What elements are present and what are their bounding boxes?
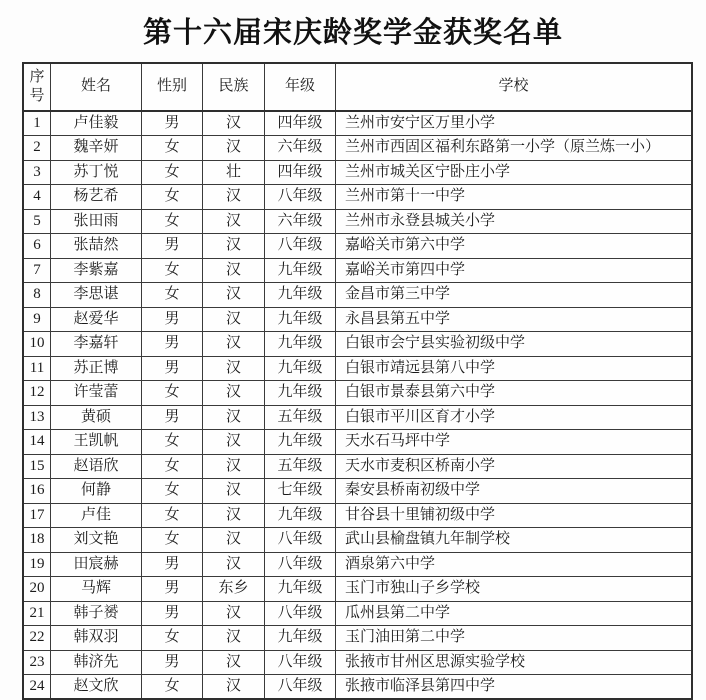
winners-table	[22, 62, 693, 700]
table-cell: 汉	[203, 111, 265, 136]
table-cell: 女	[142, 160, 203, 185]
column-header-0: 序号	[23, 63, 51, 111]
table-cell: 东乡	[203, 577, 265, 602]
table-cell: 23	[23, 650, 51, 675]
table-cell: 壮	[203, 160, 265, 185]
table-row	[23, 356, 692, 381]
table-row	[23, 577, 692, 602]
table-row	[23, 381, 692, 406]
table-cell: 李思谌	[51, 283, 142, 308]
table-cell: 男	[142, 601, 203, 626]
table-cell: 许莹蕾	[51, 381, 142, 406]
table-cell: 嘉峪关市第四中学	[336, 258, 693, 283]
table-row	[23, 601, 692, 626]
table-cell: 卢佳	[51, 503, 142, 528]
table-cell: 16	[23, 479, 51, 504]
table-cell: 刘文艳	[51, 528, 142, 553]
table-cell: 汉	[203, 405, 265, 430]
column-header-4: 年级	[265, 63, 336, 111]
table-cell: 黄硕	[51, 405, 142, 430]
table-row	[23, 528, 692, 553]
table-row	[23, 675, 692, 700]
table-cell: 甘谷县十里铺初级中学	[336, 503, 693, 528]
table-cell: 兰州市永登县城关小学	[336, 209, 693, 234]
table-cell: 武山县榆盘镇九年制学校	[336, 528, 693, 553]
table-cell: 赵文欣	[51, 675, 142, 700]
table-cell: 汉	[203, 185, 265, 210]
table-cell: 九年级	[265, 626, 336, 651]
table-cell: 女	[142, 136, 203, 161]
table-cell: 张掖市甘州区思源实验学校	[336, 650, 693, 675]
table-row	[23, 430, 692, 455]
table-cell: 八年级	[265, 552, 336, 577]
table-cell: 韩济先	[51, 650, 142, 675]
table-cell: 女	[142, 503, 203, 528]
table-cell: 6	[23, 234, 51, 259]
table-row	[23, 234, 692, 259]
table-cell: 女	[142, 626, 203, 651]
table-cell: 八年级	[265, 528, 336, 553]
table-cell: 男	[142, 332, 203, 357]
column-header-5: 学校	[336, 63, 693, 111]
table-cell: 9	[23, 307, 51, 332]
table-cell: 15	[23, 454, 51, 479]
table-cell: 2	[23, 136, 51, 161]
table-row	[23, 209, 692, 234]
table-cell: 汉	[203, 650, 265, 675]
table-cell: 六年级	[265, 209, 336, 234]
table-cell: 九年级	[265, 430, 336, 455]
table-cell: 女	[142, 479, 203, 504]
table-cell: 18	[23, 528, 51, 553]
table-cell: 李嘉轩	[51, 332, 142, 357]
table-cell: 女	[142, 528, 203, 553]
table-cell: 张掖市临泽县第四中学	[336, 675, 693, 700]
table-cell: 韩子赟	[51, 601, 142, 626]
table-cell: 白银市景泰县第六中学	[336, 381, 693, 406]
table-cell: 酒泉第六中学	[336, 552, 693, 577]
table-row	[23, 552, 692, 577]
table-cell: 赵语欣	[51, 454, 142, 479]
table-cell: 五年级	[265, 405, 336, 430]
table-cell: 汉	[203, 136, 265, 161]
table-cell: 八年级	[265, 650, 336, 675]
table-cell: 白银市靖远县第八中学	[336, 356, 693, 381]
table-cell: 五年级	[265, 454, 336, 479]
table-cell: 苏正博	[51, 356, 142, 381]
table-cell: 杨艺希	[51, 185, 142, 210]
table-cell: 金昌市第三中学	[336, 283, 693, 308]
table-cell: 7	[23, 258, 51, 283]
table-cell: 汉	[203, 479, 265, 504]
table-cell: 王凯帆	[51, 430, 142, 455]
table-cell: 白银市会宁县实验初级中学	[336, 332, 693, 357]
table-cell: 八年级	[265, 234, 336, 259]
table-cell: 赵爱华	[51, 307, 142, 332]
table-cell: 兰州市第十一中学	[336, 185, 693, 210]
table-cell: 四年级	[265, 160, 336, 185]
table-row	[23, 160, 692, 185]
table-cell: 汉	[203, 601, 265, 626]
table-row	[23, 405, 692, 430]
table-cell: 汉	[203, 503, 265, 528]
table-row	[23, 283, 692, 308]
table-cell: 八年级	[265, 675, 336, 700]
table-cell: 女	[142, 283, 203, 308]
table-row	[23, 503, 692, 528]
table-cell: 5	[23, 209, 51, 234]
table-cell: 卢佳毅	[51, 111, 142, 136]
table-cell: 天水石马坪中学	[336, 430, 693, 455]
table-cell: 24	[23, 675, 51, 700]
table-cell: 白银市平川区育才小学	[336, 405, 693, 430]
table-cell: 九年级	[265, 503, 336, 528]
table-cell: 男	[142, 405, 203, 430]
table-cell: 4	[23, 185, 51, 210]
table-cell: 九年级	[265, 332, 336, 357]
table-row	[23, 307, 692, 332]
table-cell: 马辉	[51, 577, 142, 602]
column-header-3: 民族	[203, 63, 265, 111]
table-cell: 汉	[203, 675, 265, 700]
table-cell: 兰州市安宁区万里小学	[336, 111, 693, 136]
table-cell: 嘉峪关市第六中学	[336, 234, 693, 259]
table-row	[23, 258, 692, 283]
table-cell: 汉	[203, 626, 265, 651]
table-cell: 男	[142, 577, 203, 602]
table-cell: 男	[142, 552, 203, 577]
table-cell: 六年级	[265, 136, 336, 161]
table-cell: 女	[142, 675, 203, 700]
table-cell: 14	[23, 430, 51, 455]
table-body	[23, 111, 692, 699]
table-cell: 男	[142, 650, 203, 675]
table-header-row	[23, 63, 692, 111]
table-cell: 汉	[203, 283, 265, 308]
table-header	[23, 63, 692, 111]
table-cell: 九年级	[265, 356, 336, 381]
table-cell: 魏辛妍	[51, 136, 142, 161]
table-cell: 苏丁悦	[51, 160, 142, 185]
table-cell: 女	[142, 185, 203, 210]
table-cell: 21	[23, 601, 51, 626]
table-cell: 田宸赫	[51, 552, 142, 577]
table-cell: 1	[23, 111, 51, 136]
table-cell: 19	[23, 552, 51, 577]
table-cell: 3	[23, 160, 51, 185]
table-cell: 玉门油田第二中学	[336, 626, 693, 651]
table-cell: 12	[23, 381, 51, 406]
table-cell: 13	[23, 405, 51, 430]
table-cell: 汉	[203, 307, 265, 332]
table-cell: 10	[23, 332, 51, 357]
page-title: 第十六届宋庆龄奖学金获奖名单	[142, 17, 563, 49]
table-cell: 男	[142, 111, 203, 136]
table-cell: 汉	[203, 356, 265, 381]
table-cell: 女	[142, 258, 203, 283]
table-cell: 七年级	[265, 479, 336, 504]
table-cell: 女	[142, 454, 203, 479]
table-cell: 秦安县桥南初级中学	[336, 479, 693, 504]
table-cell: 八年级	[265, 601, 336, 626]
table-cell: 玉门市独山子乡学校	[336, 577, 693, 602]
table-row	[23, 185, 692, 210]
table-cell: 男	[142, 234, 203, 259]
table-cell: 汉	[203, 381, 265, 406]
table-cell: 女	[142, 209, 203, 234]
table-cell: 瓜州县第二中学	[336, 601, 693, 626]
table-cell: 张田雨	[51, 209, 142, 234]
table-cell: 李紫嘉	[51, 258, 142, 283]
table-row	[23, 136, 692, 161]
table-cell: 11	[23, 356, 51, 381]
table-row	[23, 111, 692, 136]
table-cell: 男	[142, 356, 203, 381]
table-cell: 兰州市西固区福利东路第一小学（原兰炼一小）	[336, 136, 693, 161]
table-row	[23, 479, 692, 504]
table-cell: 何静	[51, 479, 142, 504]
table-row	[23, 454, 692, 479]
table-cell: 汉	[203, 430, 265, 455]
table-cell: 九年级	[265, 307, 336, 332]
table-cell: 九年级	[265, 258, 336, 283]
table-cell: 九年级	[265, 283, 336, 308]
table-cell: 女	[142, 430, 203, 455]
table-cell: 22	[23, 626, 51, 651]
table-cell: 汉	[203, 234, 265, 259]
table-cell: 汉	[203, 258, 265, 283]
table-cell: 张喆然	[51, 234, 142, 259]
table-cell: 韩双羽	[51, 626, 142, 651]
table-cell: 九年级	[265, 577, 336, 602]
table-cell: 汉	[203, 454, 265, 479]
table-cell: 永昌县第五中学	[336, 307, 693, 332]
column-header-2: 性别	[142, 63, 203, 111]
table-cell: 汉	[203, 332, 265, 357]
table-cell: 四年级	[265, 111, 336, 136]
table-cell: 兰州市城关区宁卧庄小学	[336, 160, 693, 185]
table-cell: 天水市麦积区桥南小学	[336, 454, 693, 479]
column-header-1: 姓名	[51, 63, 142, 111]
table-cell: 男	[142, 307, 203, 332]
table-cell: 九年级	[265, 381, 336, 406]
table-row	[23, 650, 692, 675]
table-cell: 17	[23, 503, 51, 528]
table-cell: 20	[23, 577, 51, 602]
table-cell: 女	[142, 381, 203, 406]
table-row	[23, 626, 692, 651]
table-cell: 汉	[203, 552, 265, 577]
table-cell: 汉	[203, 209, 265, 234]
table-cell: 八年级	[265, 185, 336, 210]
table-row	[23, 332, 692, 357]
table-cell: 汉	[203, 528, 265, 553]
table-cell: 8	[23, 283, 51, 308]
